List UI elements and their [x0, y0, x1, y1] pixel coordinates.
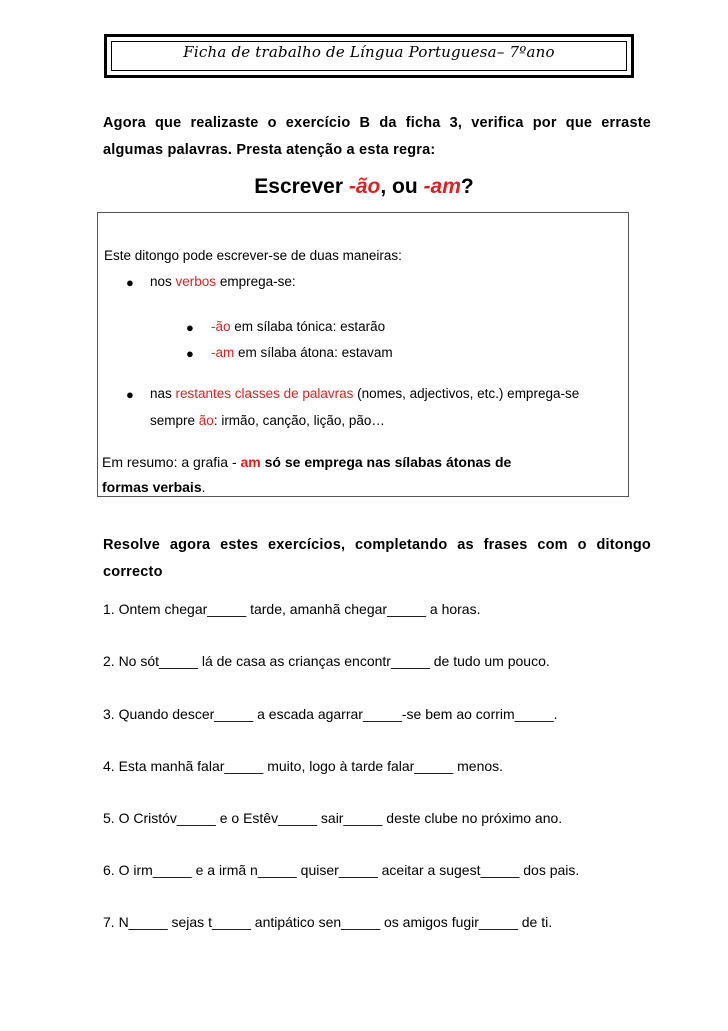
- rule-intro-line: Este ditongo pode escrever-se de duas maneiras:: [104, 248, 402, 263]
- exercise-6: 6. O irm_____ e a irmã n_____ quiser_____ aceitar a sugest_____ dos pais.: [103, 862, 580, 878]
- header-frame: [104, 34, 634, 78]
- exercise-4: 4. Esta manhã falar_____ muito, logo à tarde falar_____ menos.: [103, 758, 504, 774]
- rule-box: [97, 212, 629, 497]
- intro-paragraph: Agora que realizaste o exercício B da ficha 3, verifica por que erraste algumas palavras. Presta atenção a esta regra:: [103, 115, 651, 158]
- rule-option-ao: -ão: [348, 175, 381, 198]
- exercise-instruction: Resolve agora estes exercícios, completando as frases com o ditongo correcto: [103, 537, 651, 580]
- rule-sub-ao: -ão em sílaba tónica: estarão: [211, 319, 386, 334]
- rule-sub-am: -am em sílaba átona: estavam: [211, 345, 393, 360]
- bullet-dot-icon: ●: [126, 387, 134, 402]
- bullet-dot-icon: ●: [126, 275, 134, 290]
- rule-summary: Em resumo: a grafia - am só se emprega nas sílabas átonas de: [102, 454, 512, 470]
- exercise-3: 3. Quando descer_____ a escada agarrar_____-se bem ao corrim_____.: [103, 706, 558, 722]
- rule-bullet-other-classes: nas restantes classes de palavras (nomes, adjectivos, etc.) emprega-se: [150, 386, 580, 401]
- worksheet-title: Ficha de trabalho de Língua Portuguesa– 7ºano: [183, 43, 555, 61]
- exercise-7: 7. N_____ sejas t_____ antipático sen_____ os amigos fugir_____ de ti.: [103, 914, 553, 930]
- bullet-dot-icon: ●: [186, 320, 194, 335]
- rule-title-suffix: ?: [460, 175, 474, 198]
- rule-bullet-verbs: nos verbos emprega-se:: [150, 274, 296, 289]
- bullet-dot-icon: ●: [186, 346, 194, 361]
- exercise-5: 5. O Cristóv_____ e o Estêv_____ sair_____ deste clube no próximo ano.: [103, 810, 563, 826]
- exercise-1: 1. Ontem chegar_____ tarde, amanhã chegar_____ a horas.: [103, 601, 481, 617]
- rule-summary-cont: formas verbais.: [102, 479, 206, 495]
- rule-title-mid: , ou: [380, 175, 424, 198]
- rule-title: [0, 175, 728, 199]
- exercise-2: 2. No sót_____ lá de casa as crianças encontr_____ de tudo um pouco.: [103, 653, 550, 669]
- rule-option-am: -am: [423, 175, 461, 198]
- rule-bullet-other-classes-cont: sempre ão: irmão, canção, lição, pão…: [150, 413, 385, 428]
- rule-title-prefix: Escrever: [254, 175, 349, 198]
